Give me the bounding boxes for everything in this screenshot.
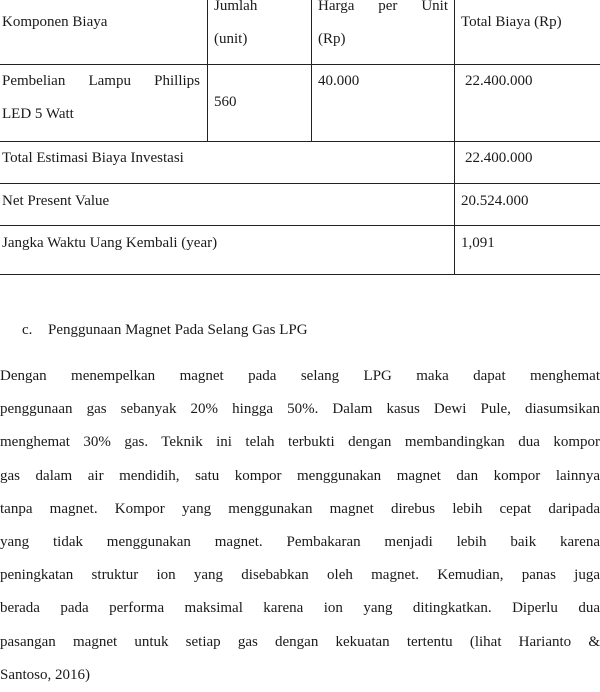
paragraph-line: yang tidak menggunakan magnet. Pembakaran menjadi lebih baik karena (0, 533, 600, 550)
item-harga: 40.000 (318, 73, 360, 89)
summary-label: Jangka Waktu Uang Kembali (year) (2, 235, 218, 251)
section-marker: c. (22, 322, 33, 338)
column-divider (207, 0, 208, 141)
paragraph-line: gas dalam air mendidih, satu kompor menggunakan magnet dan kompor lainnya (0, 467, 600, 484)
column-divider (311, 0, 312, 141)
paragraph-line: Santoso, 2016) (0, 666, 90, 683)
summary-value: 1,091 (461, 235, 495, 251)
header-jumlah-line1: Jumlah (214, 0, 258, 14)
row-divider (0, 274, 600, 275)
paragraph-line: peningkatan struktur ion yang disebabkan oleh magnet. Kemudian, panas juga (0, 567, 600, 584)
header-komponen: Komponen Biaya (2, 14, 108, 30)
paragraph-line: tanpa magnet. Kompor yang menggunakan magnet direbus lebih cepat daripada (0, 500, 600, 517)
paragraph-line: Dengan menempelkan magnet pada selang LPG maka dapat menghemat (0, 368, 600, 384)
header-jumlah-line2: (unit) (214, 31, 248, 47)
investment-cost-table (0, 0, 600, 276)
paragraph-line: pasangan magnet untuk setiap gas dengan kekuatan tertentu (lihat Harianto & (0, 633, 600, 650)
column-divider (454, 0, 455, 275)
header-total: Total Biaya (Rp) (461, 14, 562, 30)
summary-label: Net Present Value (2, 193, 110, 209)
header-harga-line2: (Rp) (318, 31, 346, 47)
summary-value: 20.524.000 (461, 193, 529, 209)
header-harga-line1: Harga per Unit (318, 0, 448, 14)
item-name-line1: Pembelian Lampu Phillips (2, 73, 200, 89)
item-total: 22.400.000 (465, 73, 533, 89)
item-jumlah: 560 (214, 94, 237, 110)
section-heading (22, 316, 308, 344)
paragraph-line: penggunaan gas sebanyak 20% hingga 50%. Dalam kasus Dewi Pule, diasumsikan (0, 401, 600, 418)
paragraph-line: menghemat 30% gas. Teknik ini telah terbukti dengan membandingkan dua kompor (0, 434, 600, 451)
section-title: Penggunaan Magnet Pada Selang Gas LPG (48, 322, 308, 338)
body-paragraph (0, 360, 600, 692)
paragraph-line: berada pada performa maksimal karena ion yang ditingkatkan. Diperlu dua (0, 600, 600, 617)
summary-value: 22.400.000 (465, 150, 533, 166)
item-name-line2: LED 5 Watt (2, 106, 74, 122)
summary-label: Total Estimasi Biaya Investasi (2, 150, 184, 166)
